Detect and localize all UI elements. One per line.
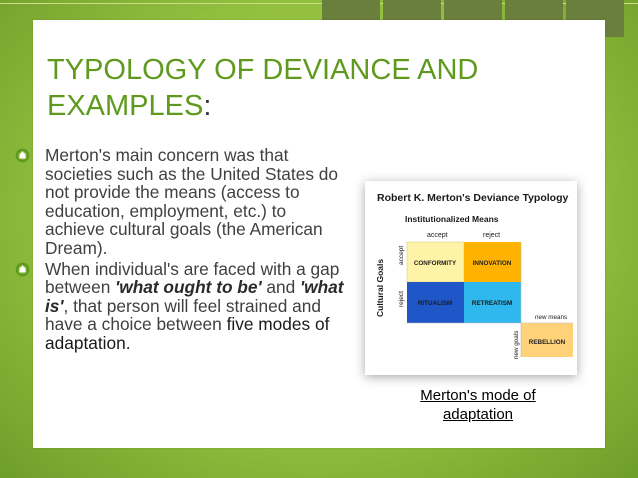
retreatism-label: RETREATISM	[471, 300, 513, 307]
slide-title: TYPOLOGY OF DEVIANCE AND EXAMPLES:	[47, 54, 479, 122]
ritualism-label: RITUALISM	[417, 300, 453, 307]
bullet-highlight: five modes of adaptation.	[45, 314, 330, 353]
reject-row-label: reject	[398, 291, 405, 307]
bullet-text: Merton's main concern was that societies such as the United States do not provide the means (access to education, employment, etc.) to achieve cultural goals (the American Dream).	[45, 145, 338, 258]
ring-bullet-icon	[15, 262, 30, 277]
bullet-item	[15, 146, 345, 258]
bullet-list	[15, 146, 345, 355]
figure-caption	[398, 386, 558, 424]
means-header: Institutionalized Means	[405, 214, 499, 224]
quote-ought: 'what ought to be'	[115, 277, 262, 298]
caption-line2: adaptation	[442, 406, 514, 423]
new-means-label: new means	[535, 314, 568, 321]
quote-is: 'what is'	[45, 277, 344, 316]
accept-column-label: accept	[427, 232, 448, 239]
bullet-text-pre: When individual's are faced with a gap between	[45, 258, 340, 298]
accept-row-label: accept	[398, 245, 405, 265]
reject-column-label: reject	[483, 232, 501, 239]
rebellion-label: REBELLION	[528, 339, 566, 346]
figure-title: Robert K. Merton's Deviance Typology	[377, 192, 569, 204]
bullet-text-mid: and	[261, 277, 301, 298]
typology-diagram	[365, 181, 577, 375]
bullet-text-post: , that person will feel strained and have a choice between	[45, 295, 321, 335]
innovation-label: INNOVATION	[472, 260, 512, 267]
goals-header: Cultural Goals	[375, 258, 385, 317]
ring-bullet-icon	[15, 148, 30, 163]
conformity-label: CONFORMITY	[413, 260, 457, 267]
new-goals-label: new goals	[513, 330, 520, 359]
typology-figure	[365, 181, 577, 375]
caption-line1: Merton's mode of	[420, 387, 536, 404]
bullet-item	[15, 260, 345, 353]
